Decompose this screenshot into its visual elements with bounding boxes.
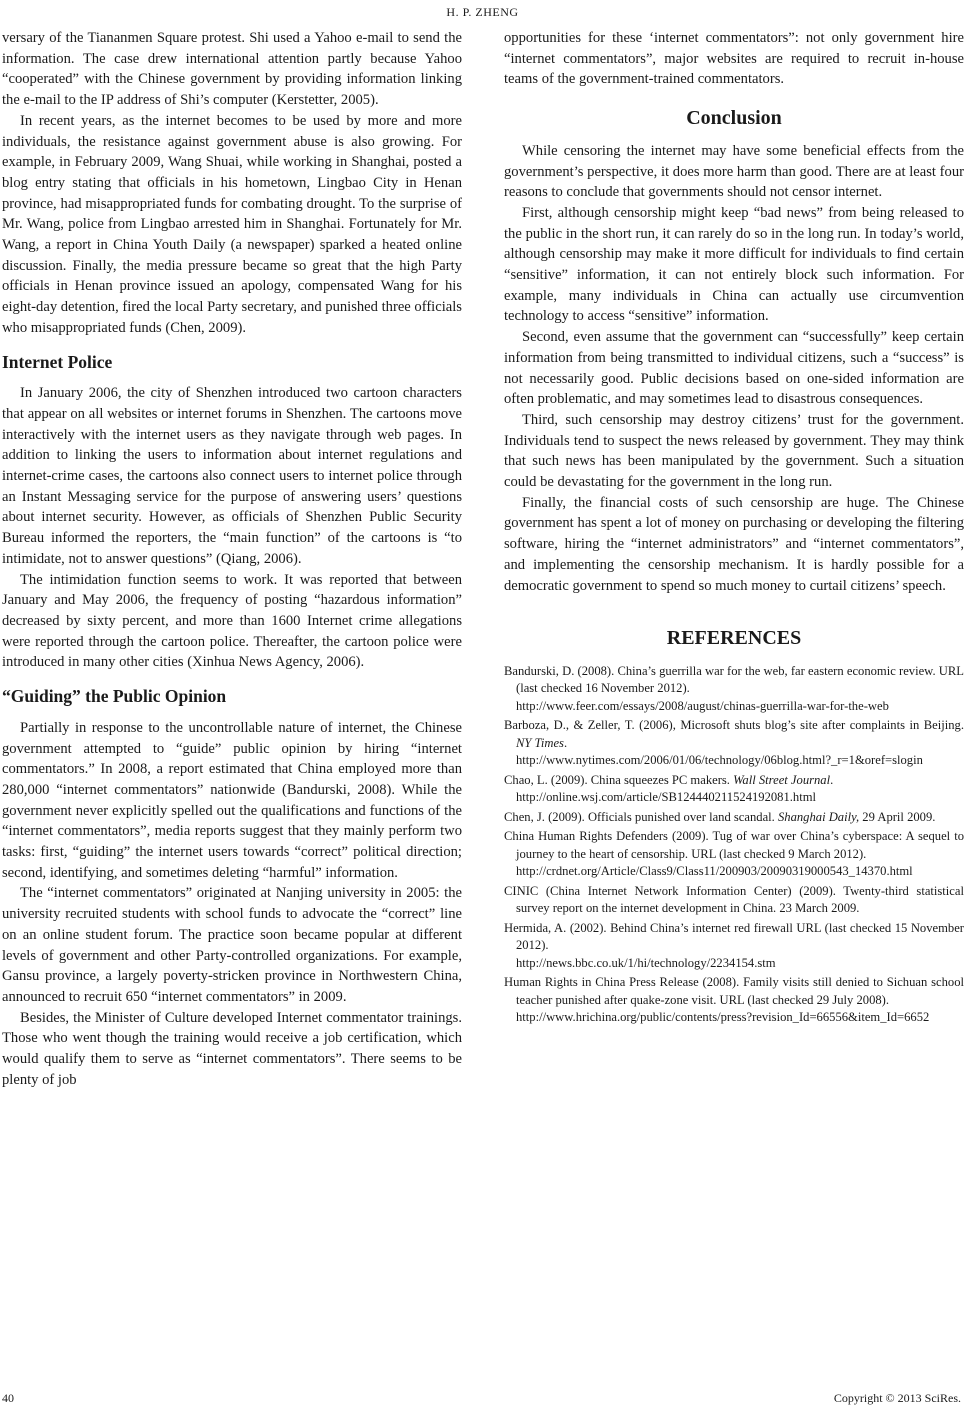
paragraph: versary of the Tiananmen Square protest. Shi used a Yahoo e-mail to send the information. The case drew international attention partly because Yahoo “cooperated” with the Chinese government by providing information linking the e-mail to the IP address of Shi’s computer (Kerstetter, 2005).: [2, 30, 462, 109]
reference-url[interactable]: http://crdnet.org/Article/Class9/Class11/200903/20090319000543_14370.html: [516, 864, 913, 879]
paragraph: Finally, the financial costs of such censorship are huge. The Chinese government has spent a lot of money on purchasing or developing the filtering software, hiring the “internet administrators” and “internet commentators”, and implementing the censorship mechanism. It is hardly possible for a democratic government to spend so much money to curtail citizens’ speech.: [504, 494, 964, 594]
reference-url[interactable]: http://www.hrichina.org/public/contents/press?revision_Id=66556&item_Id=6652: [516, 1010, 930, 1025]
reference-text: Barboza, D., & Zeller, T. (2006), Microsoft shuts blog’s site after complaints in Beijing.: [504, 718, 964, 733]
reference-url[interactable]: http://www.feer.com/essays/2008/august/chinas-guerrilla-war-for-the-web: [516, 698, 889, 713]
reference-item: [504, 717, 964, 770]
reference-text: .: [830, 772, 834, 787]
section-heading-conclusion: Conclusion: [686, 107, 782, 130]
reference-item: [504, 828, 964, 881]
reference-text: Chao, L. (2009). China squeezes PC makers.: [504, 772, 734, 787]
paragraph: Partially in response to the uncontrollable nature of internet, the Chinese government attempted to “guide” public opinion by hiring “internet commentators.” In 2008, a report estimated that China employed more than 280,000 “internet commentators” nationwide (Bandurski, 2008). While the government never explicitly spelled out the qualifications and functions of the “internet commentators”, media reports suggest that they mainly perform two tasks: first, “guiding” the internet users towards “correct” political direction; second, identifying, and sometimes deleting “harmful” information.: [2, 719, 462, 881]
reference-text: .: [563, 735, 568, 750]
paragraph: First, although censorship might keep “bad news” from being released to the public in the short run, it can rarely do so in the long run. In today’s world, although censorship may make it more difficult for individuals to find certain “sensitive” information, it can not entirely block such information. For example, many individuals in China can actually use circumvention technology to access “sensitive” information.: [504, 204, 964, 325]
reference-url[interactable]: http://news.bbc.co.uk/1/hi/technology/2234154.stm: [516, 955, 776, 970]
reference-text: Bandurski, D. (2008). China’s guerrilla war for the web, far eastern economic review. URL (last checked 16 November 2012).: [504, 663, 964, 696]
paragraph: In January 2006, the city of Shenzhen introduced two cartoon characters that appear on all websites or internet forums in Shenzhen. The cartoons move interactively with the internet users as they navigate through web pages. In addition to linking the users to information about internet regulations and internet-crime cases, the cartoons also connect users to internet police through an Instant Messaging service for the purpose of answering users’ questions about internet security. However, as officials of Shenzhen Public Security Bureau informed the reporters, the “main function” of the cartoons is “to intimidate, not to answer questions” (Qiang, 2006).: [2, 385, 462, 567]
section-heading-guiding: “Guiding” the Public Opinion: [2, 686, 227, 707]
reference-url[interactable]: http://online.wsj.com/article/SB124440211524192081.html: [516, 790, 817, 805]
reference-url[interactable]: http://www.nytimes.com/2006/01/06/technology/06blog.html?_r=1&oref=slogin: [516, 753, 923, 768]
paragraph: Besides, the Minister of Culture developed Internet commentator trainings. Those who went though the training would receive a job certification, which would qualify them to serve as “internet commentators”. There seems to be plenty of job: [2, 1009, 462, 1088]
section-heading-internet-police: Internet Police: [2, 351, 113, 372]
references-heading: REFERENCES: [666, 627, 802, 650]
reference-source: NY Times: [516, 735, 564, 750]
reference-item: [504, 772, 964, 807]
copyright: Copyright © 2013 SciRes.: [833, 1391, 961, 1405]
reference-item: [504, 920, 964, 973]
running-head: H. P. ZHENG: [446, 5, 519, 19]
reference-item: [504, 663, 964, 716]
reference-text: Chen, J. (2009). Officials punished over land scandal.: [504, 809, 778, 824]
right-column: [504, 28, 964, 1029]
reference-item: [504, 974, 964, 1027]
paragraph: In recent years, as the internet becomes to be used by more and more individuals, the resistance against government abuse is also growing. For example, in February 2009, Wang Shuai, while working in Shanghai, posted a blog entry stating that officials in his hometown, Lingbao City in Henan province, had misappropriated funds for combating drought. To the surprise of Mr. Wang, police from Lingbao arrested him in Shanghai. Fortunately for Mr. Wang, a report in China Youth Daily (a newspaper) sparked a heated online discussion. Finally, the media pressure became so great that the high Party officials in Henan province issued an apology, compensated Wang for his eight-day detention, fired the local Party secretary, and punished three officials who misappropriated funds (Chen, 2009).: [2, 112, 462, 336]
paragraph: The “internet commentators” originated at Nanjing university in 2005: the university recruited students with school funds to advocate the “correct” line on an online student forum. The practice soon became popular at different levels of government and other Party-controlled organizations. For example, Gansu province, a largely poverty-stricken province in Northwestern China, announced to recruit 650 “internet commentators” in 2009.: [2, 885, 462, 1005]
reference-item: [504, 809, 964, 827]
reference-text: Hermida, A. (2002). Behind China’s internet red firewall URL (last checked 15 November 2012).: [504, 920, 964, 953]
paragraph: While censoring the internet may have some beneficial effects from the government’s perspective, it does more harm than good. There are at least four reasons to conclude that governments should not censor internet.: [504, 142, 964, 201]
reference-text: Human Rights in China Press Release (2008). Family visits still denied to Sichuan school teacher punished after quake-zone visit. URL (last checked 29 July 2008).: [504, 975, 964, 1007]
reference-item: [504, 883, 964, 918]
reference-text: CINIC (China Internet Network Information Center) (2009). Twenty-third statistical survey report on the internet development in China. 23 March 2009.: [504, 883, 964, 916]
paragraph: opportunities for these ‘internet commentators”: not only government hire “internet commentators”, major websites are required to recruit in-house teams of the government-trained commentators.: [504, 30, 964, 88]
reference-source: Shanghai Daily,: [777, 809, 860, 824]
reference-text: 29 April 2009.: [859, 809, 936, 824]
paragraph: Third, such censorship may destroy citizens’ trust for the government. Individuals tend to suspect the news released by government. They may think that such news has been manipulated by the government. Such a situation could be devastating for the government in the long run.: [504, 411, 964, 491]
reference-source: Wall Street Journal: [733, 772, 831, 787]
left-column: [2, 28, 462, 1090]
reference-text: China Human Rights Defenders (2009). Tug of war over China’s cyberspace: A sequel to journey to the heart of censorship. URL (last checked 9 March 2012).: [504, 829, 964, 861]
page-number: 40: [2, 1391, 14, 1405]
paragraph: Second, even assume that the government can “successfully” keep certain information from being transmitted to individual citizens, such a “success” is not necessarily good. Public decisions based on one-sided information are often problematic, and may sometimes lead to disastrous consequences.: [504, 329, 964, 408]
paragraph: The intimidation function seems to work. It was reported that between January and May 2006, the frequency of posting “hazardous information” decreased by sixty percent, and more than 1600 Internet crime allegations were reported through the cartoon police. Thereafter, the cartoon police were introduced in many other cities (Xinhua News Agency, 2006).: [2, 571, 462, 671]
